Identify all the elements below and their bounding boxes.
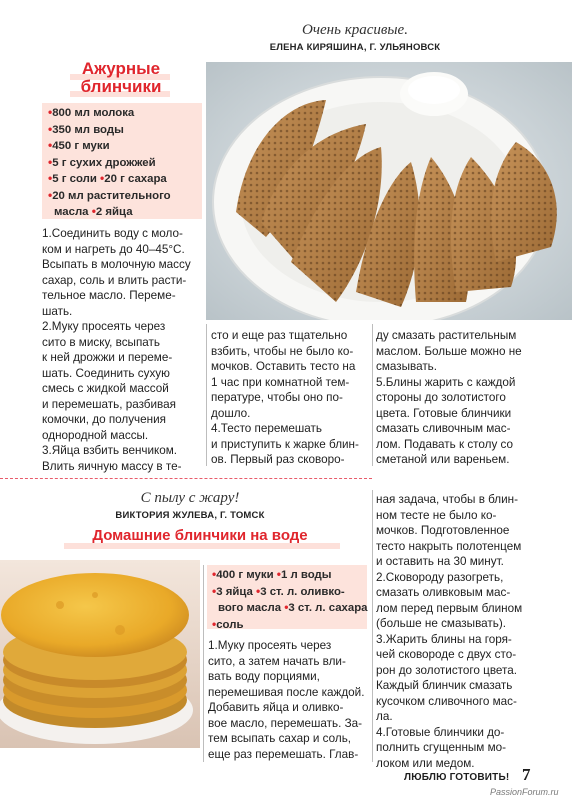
recipe-text-line: смазать сливочным мас- xyxy=(376,422,511,435)
recipe1-title xyxy=(42,60,200,96)
watermark: PassionForum.ru xyxy=(490,787,559,797)
ingredient-item: 5 г сухих дрожжей xyxy=(52,156,156,169)
recipe-text-line: Добавить яйца и оливко- xyxy=(208,701,344,714)
recipe-text-line: взбить, чтобы не было ко- xyxy=(211,344,354,358)
recipe-text-line: лом. Подавать к столу со xyxy=(376,437,514,451)
ingredient-item: вого масла xyxy=(218,602,282,614)
recipe-text-line: тем всыпать сахар и соль, xyxy=(208,732,352,745)
page-number: 7 xyxy=(522,765,531,784)
recipe-text-line: 4.Готовые блинчики до- xyxy=(376,725,505,739)
recipe-text-line: лом перед первым блином xyxy=(376,601,523,615)
recipe-text-line: смазать оливковым мас- xyxy=(376,586,511,599)
photo-lacy-pancakes xyxy=(206,62,572,320)
recipe-text-line: Каждый блинчик смазать xyxy=(376,679,513,692)
ingredient-item: соль xyxy=(216,618,244,631)
recipe-text-line: сто и еще раз тщательно xyxy=(211,329,348,342)
recipe-text-line: перемешивая после каждой. xyxy=(208,685,365,699)
recipe-text-line: 1.Соединить воду с моло- xyxy=(42,227,183,240)
recipe-text-line: рон до золотистого цвета. xyxy=(376,663,517,677)
recipe-text-line: Всыпать в молочную массу xyxy=(42,258,191,271)
recipe-text-line: сито, а затем начать вли- xyxy=(208,654,346,668)
recipe-text-line: 1 час при комнатной тем- xyxy=(211,375,350,389)
recipe-text-line: шать. xyxy=(42,304,73,318)
recipe-text-line: ком и нагреть до 40–45°С. xyxy=(42,242,185,256)
recipe-text-line: 3.Жарить блины на горя- xyxy=(376,632,512,646)
recipe-text-line: и приступить к жарке блин- xyxy=(211,437,359,451)
recipe2-steps-column-3 xyxy=(376,492,538,771)
photo-pancake-stack xyxy=(0,560,200,748)
ingredient-item: 350 мл воды xyxy=(52,123,124,136)
recipe-text-line: пературе, чтобы оно по- xyxy=(211,391,343,404)
recipe-text-line: чей сковороде с двух сто- xyxy=(376,648,517,661)
ingredient-line: •3 яйца •3 ст. л. оливко- xyxy=(212,583,345,598)
recipe1-steps-column-3 xyxy=(376,328,536,468)
ingredient-line: вого масла •3 ст. л. сахара xyxy=(218,600,368,614)
recipe-text-line: шать. Соединить сухую xyxy=(42,366,170,380)
ingredient-item: масла xyxy=(54,206,89,218)
ingredient-item: 2 яйца xyxy=(95,206,133,218)
column-rule xyxy=(372,324,373,466)
recipe2-subtitle: С пылу с жару! xyxy=(140,490,240,506)
recipe1-subtitle: Очень красивые. xyxy=(302,22,408,38)
recipe1-title-line: Ажурные xyxy=(81,59,161,78)
recipe1-steps-column-2 xyxy=(211,328,369,468)
recipe-text-line: 2.Сковороду разогреть, xyxy=(376,570,504,584)
recipe2-title: Домашние блинчики на воде xyxy=(92,527,308,544)
recipe-text-line: 1.Муку просеять через xyxy=(208,639,332,652)
recipe-text-line: (больше не смазывать). xyxy=(376,617,506,630)
recipe-text-line: мочков. Подготовленное xyxy=(376,524,510,537)
recipe2-steps-column-2 xyxy=(208,638,370,762)
pancake-stack-illustration xyxy=(0,560,200,748)
ingredient-line: •соль xyxy=(212,616,244,631)
recipe2-ingredients-box xyxy=(207,565,367,629)
recipe-text-line: 2.Муку просеять через xyxy=(42,320,166,333)
ingredient-line: •20 мл растительного xyxy=(48,187,171,202)
recipe-text-line: и перемешать, разбивая xyxy=(42,397,176,411)
recipe-text-line: тесто накрыть полотенцем xyxy=(376,539,522,553)
recipe1-title-line: блинчики xyxy=(80,76,162,96)
recipe-text-line: сметаной или вареньем. xyxy=(376,453,510,466)
column-rule xyxy=(203,565,204,762)
ingredient-item: 1 л воды xyxy=(280,569,332,581)
ingredient-item: 400 г муки xyxy=(216,569,274,581)
recipe-text-line: комочки, до получения xyxy=(42,413,166,426)
recipe1-author: ЕЛЕНА КИРЯШИНА, Г. УЛЬЯНОВСК xyxy=(269,42,441,53)
ingredient-item: 20 г сахара xyxy=(104,173,167,185)
ingredient-line: •5 г соли •20 г сахара xyxy=(48,171,167,185)
recipe-text-line: однородной массы. xyxy=(42,428,149,442)
recipe-text-line: ла. xyxy=(376,710,393,723)
recipe-text-line: ов. Первый раз сковоро- xyxy=(211,453,345,466)
recipe-text-line: сито в миску, всыпать xyxy=(42,335,160,349)
ingredient-line: •450 г муки xyxy=(48,138,110,152)
ingredient-line: •800 мл молока xyxy=(48,105,135,119)
recipe-text-line: 4.Тесто перемешать xyxy=(211,422,322,435)
column-rule xyxy=(372,490,373,762)
recipe-text-line: маслом. Больше можно не xyxy=(376,344,522,358)
recipe-text-line: Влить яичную массу в те- xyxy=(42,459,182,473)
ingredient-item: 3 ст. л. сахара xyxy=(288,602,368,614)
ingredient-item: 800 мл молока xyxy=(52,107,135,119)
ingredient-line: •350 мл воды xyxy=(48,121,124,136)
ingredient-item: 450 г муки xyxy=(52,140,110,152)
ingredient-line: масла •2 яйца xyxy=(54,204,133,218)
recipe-text-line: вое масло, перемешать. За- xyxy=(208,716,363,730)
recipe-text-line: ду смазать растительным xyxy=(376,329,517,342)
magazine-footer-label: ЛЮБЛЮ ГОТОВИТЬ! xyxy=(404,772,510,783)
ingredient-item: 3 ст. л. оливко- xyxy=(260,585,345,598)
recipe-text-line: кусочком сливочного мас- xyxy=(376,694,517,708)
ingredient-item: 3 яйца xyxy=(216,585,253,598)
recipe-text-line: локом или медом. xyxy=(376,756,475,770)
recipe1-steps-column-1 xyxy=(42,226,202,474)
section-divider xyxy=(0,478,372,479)
recipe-text-line: и оставить на 30 минут. xyxy=(376,555,504,568)
recipe-text-line: ная задача, чтобы в блин- xyxy=(376,493,519,506)
recipe-text-line: сахар, соль и влить расти- xyxy=(42,273,187,287)
recipe-text-line: ном тесте не было ко- xyxy=(376,508,497,522)
pancakes-plate-illustration xyxy=(206,62,572,320)
recipe-text-line: вать воду порциями, xyxy=(208,670,320,683)
recipe-text-line: мочков. Оставить тесто на xyxy=(211,360,356,373)
recipe-text-line: цвета. Готовые блинчики xyxy=(376,406,512,420)
recipe2-author: ВИКТОРИЯ ЖУЛЕВА, Г. ТОМСК xyxy=(115,510,265,521)
ingredient-line: •400 г муки •1 л воды xyxy=(212,567,332,581)
column-rule xyxy=(206,324,207,466)
recipe-text-line: полнить сгущенным мо- xyxy=(376,741,507,754)
ingredient-item: 20 мл растительного xyxy=(52,189,171,202)
recipe-text-line: смазывать. xyxy=(376,360,438,373)
recipe-text-line: 5.Блины жарить с каждой xyxy=(376,375,516,389)
recipe-text-line: еще раз перемешать. Глав- xyxy=(208,747,359,761)
ingredient-line: •5 г сухих дрожжей xyxy=(48,154,156,169)
recipe1-ingredients-box xyxy=(42,103,202,219)
ingredient-item: 5 г соли xyxy=(52,173,97,185)
recipe-text-line: к ней дрожжи и переме- xyxy=(42,351,173,364)
recipe-text-line: тельное масло. Переме- xyxy=(42,289,176,302)
recipe-text-line: стороны до золотистого xyxy=(376,391,506,404)
recipe-text-line: дошло. xyxy=(211,406,251,420)
recipe-text-line: 3.Яйца взбить венчиком. xyxy=(42,444,178,457)
recipe-text-line: смесь с жидкой массой xyxy=(42,382,169,395)
